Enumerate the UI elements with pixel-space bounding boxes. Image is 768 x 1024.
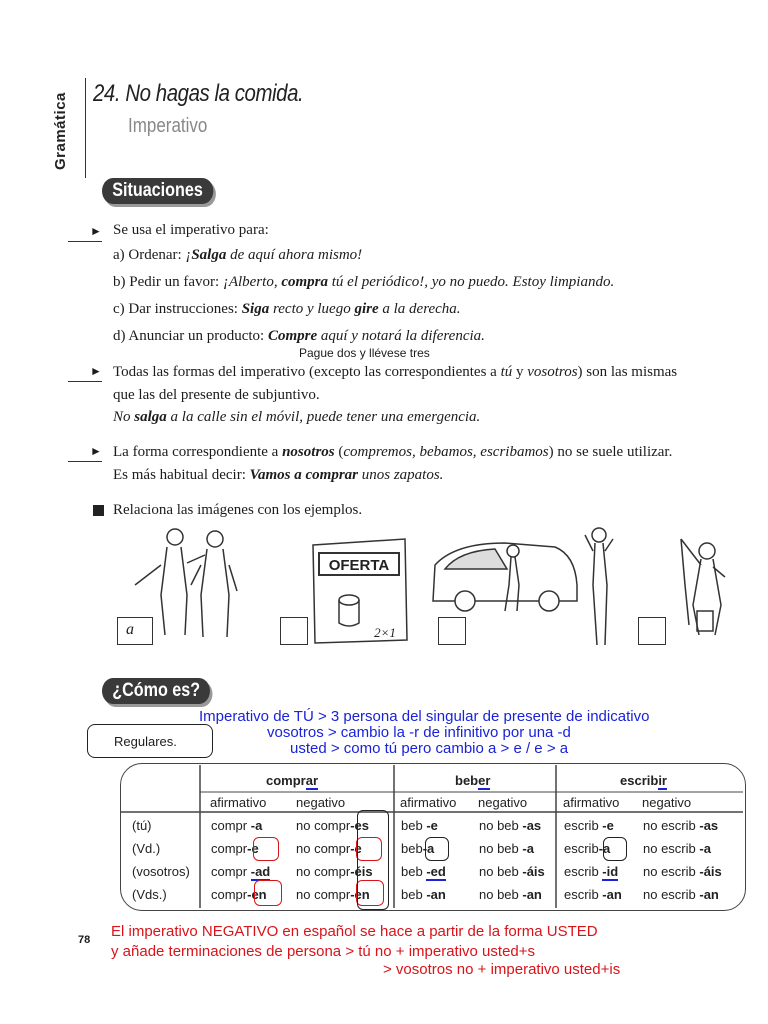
subhead-affirmative: afirmativo [563,795,620,810]
rule-text: ) no se suele utilizar. [548,444,673,460]
table-cell [564,864,618,879]
rule-text: y [512,364,528,380]
table-cell [401,818,438,833]
rule-text: gire [354,301,379,317]
blue-note-1: Imperativo de TÚ > 3 persona del singular de presente de indicativo [199,708,650,725]
cell-ending: -as [699,818,719,833]
cell-ending: -an [602,887,622,902]
table-cell [643,887,719,902]
cell-ending: -e [426,818,438,833]
handwritten-note: Pague dos y llévese tres [299,346,430,360]
table-cell [479,841,534,856]
cell-stem: beb [401,818,427,833]
person-label: (tú) [132,818,152,833]
cell-stem: beb [401,887,427,902]
cell-ending: -a [250,818,263,833]
cell-ending: -a [522,841,534,856]
rule-text: Relaciona las imágenes con los ejemplos. [113,502,363,518]
cell-stem: compr [211,887,248,902]
rule-text: a la calle sin el móvil, puede tener una emergencia. [166,409,481,425]
rule-text: unos zapatos. [358,467,444,483]
bullet-arrow-icon: ► [90,224,102,238]
svg-text:2×1: 2×1 [374,625,396,640]
blue-note-3: usted > como tú pero cambio a > e / e > a [290,740,569,757]
cell-ending: -a [422,841,435,856]
cell-stem: no escrib [643,841,700,856]
rule-text: a) Ordenar: [113,247,186,263]
rule-text: recto y luego [269,301,355,317]
verb-stem: beb [455,773,479,788]
cell-ending: -áis [699,864,722,879]
table-cell [211,864,270,879]
table-cell [479,887,542,902]
rule-text: de aquí ahora mismo! [226,247,363,263]
cell-stem: compr [211,864,251,879]
cell-ending: -es [350,818,369,833]
rule-text: vosotros [527,364,578,380]
cell-ending: -an [426,887,446,902]
cell-stem: compr [211,841,248,856]
highlight-circle [603,837,627,861]
cell-ending: -as [522,818,542,833]
table-cell [296,841,362,856]
cell-ending: -an [522,887,542,902]
cell-stem: compr [211,818,251,833]
cell-stem: escrib [564,841,599,856]
table-cell [479,864,545,879]
highlight-circle [422,837,449,861]
person-label: (vosotros) [132,864,190,879]
unit-number: 24. [93,80,121,107]
page-number: 78 [78,934,91,946]
table-cell [401,864,446,879]
cell-stem: no escrib [643,818,700,833]
rule-text: Todas las formas del imperativo (excepto las correspondientes a [113,364,501,380]
blue-note-2: vosotros > cambio la -r de infinitivo por una -d [267,724,571,741]
unit-title: No hagas la comida. [125,80,304,107]
page-subtitle: Imperativo [128,115,208,137]
cell-stem: beb [401,841,423,856]
cell-ending: -e [350,841,362,856]
verb-stem: escrib [620,773,659,788]
red-note-1: El imperativo NEGATIVO en español se hace a partir de la forma USTED [111,923,598,940]
cell-stem: no compr [296,818,351,833]
table-cell [479,818,541,833]
rule-text: d) Anunciar un producto: [113,328,268,344]
cell-ending: -a [598,841,611,856]
sidebar-label: Gramática [52,92,69,170]
highlight-circle [254,880,282,906]
rule-text: que las del presente de subjuntivo. [113,387,320,403]
bullet-arrow-icon: ► [90,444,102,458]
rule-text: ( [334,444,344,460]
table-cell [643,818,718,833]
person-label: (Vd.) [132,841,161,856]
rule-text: Se usa el imperativo para: [113,222,269,238]
rule-text: b) Pedir un favor: [113,274,223,290]
table-cell [643,864,722,879]
cell-stem: no beb [479,841,523,856]
cell-ending: -ed [426,864,446,879]
svg-text:OFERTA: OFERTA [328,557,390,574]
cell-ending: -a [699,841,711,856]
bullet-arrow-icon: ► [90,364,102,378]
cell-stem: no escrib [643,864,700,879]
rule-text: a la derecha. [378,301,461,317]
rule-text: ¡ [185,247,192,263]
rule-text: Compre [267,328,318,344]
verb-ending: ir [658,773,667,788]
cell-stem: no compr [296,887,351,902]
rule-text: nosotros [282,444,335,460]
cell-ending: -id [602,864,619,879]
verb-header [266,773,318,788]
cell-ending: -en [350,887,370,902]
red-note-3: > vosotros no + imperativo usted+is [383,961,621,978]
cell-stem: no compr [296,841,351,856]
cell-stem: no beb [479,887,523,902]
subhead-negative: negativo [478,795,528,810]
cell-stem: escrib [564,887,603,902]
highlight-circle [357,810,389,910]
section-situaciones: Situaciones [102,178,213,204]
cell-ending: -en [247,887,267,902]
regulares-label: Regulares. [114,734,177,749]
red-note-2: y añade terminaciones de persona > tú no + imperativo usted+s [111,943,536,960]
cell-stem: escrib [564,818,603,833]
rule-text: No [113,409,135,425]
table-cell [564,818,614,833]
table-cell [401,887,446,902]
rule-text: La forma correspondiente a [113,444,283,460]
subhead-affirmative: afirmativo [400,795,457,810]
highlight-circle [253,837,279,861]
rule-text: compra [281,274,328,290]
cell-ending: -e [247,841,259,856]
cell-stem: no beb [479,864,523,879]
cell-ending: -áis [522,864,545,879]
subhead-negative: negativo [296,795,346,810]
answer-a: a [126,621,134,638]
rule-text: tú el periódico!, yo no puedo. Estoy limpiando. [328,274,615,290]
cell-stem: no escrib [643,887,700,902]
cell-ending: -an [699,887,719,902]
table-cell [564,887,622,902]
cell-stem: beb [401,864,427,879]
rule-text: compremos, bebamos, escribamos [343,444,549,460]
cell-ending: -éis [350,864,373,879]
rule-text: ¡Alberto, [222,274,282,290]
rule-text: salga [134,409,167,425]
cell-stem: no compr [296,864,351,879]
table-cell [211,841,259,856]
rule-text: Siga [241,301,270,317]
person-label: (Vds.) [132,887,167,902]
cell-ending: -ad [250,864,271,879]
subhead-negative: negativo [642,795,692,810]
cell-ending: -e [602,818,614,833]
rule-text: ) son las mismas [577,364,678,380]
cell-stem: escrib [564,864,603,879]
cell-stem: no beb [479,818,523,833]
verb-stem: compr [266,773,306,788]
table-cell [211,818,262,833]
verb-ending: er [478,773,491,788]
table-cell [643,841,711,856]
verb-header [455,773,490,788]
rule-text: Vamos a comprar [249,467,358,483]
rule-text: tú [500,364,513,380]
verb-ending: ar [305,773,319,788]
rule-text: Salga [191,247,227,263]
rule-text: c) Dar instrucciones: [113,301,242,317]
subhead-affirmative: afirmativo [210,795,267,810]
verb-header [620,773,667,788]
rule-text: aquí y notará la diferencia. [317,328,485,344]
rule-text: Es más habitual decir: [113,467,250,483]
section-como-es: ¿Cómo es? [102,678,210,704]
